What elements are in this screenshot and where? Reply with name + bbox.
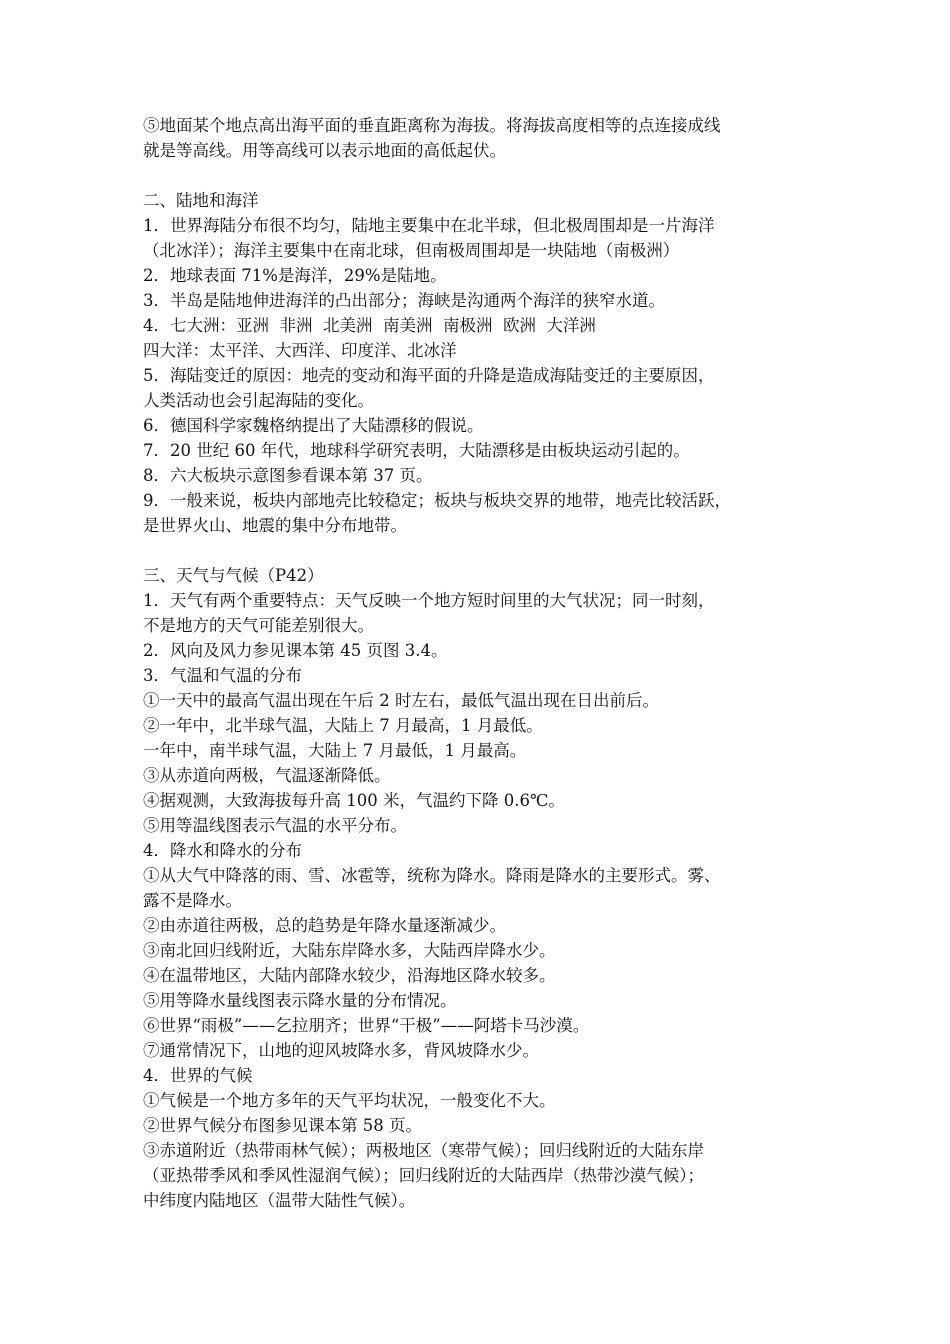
text-line: 一年中，南半球气温，大陆上 7 月最低，1 月最高。: [143, 741, 527, 760]
text-line: （亚热带季风和季风性湿润气候）；回归线附近的大陆西岸（热带沙漠气候）；: [143, 1166, 704, 1185]
text-line: 7．20 世纪 60 年代，地球科学研究表明，大陆漂移是由板块运动引起的。: [143, 441, 690, 460]
text-line: 1．天气有两个重要特点：天气反映一个地方短时间里的大气状况；同一时刻，: [143, 591, 715, 610]
text-line: 就是等高线。用等高线可以表示地面的高低起伏。: [143, 141, 506, 160]
text-line: ④据观测，大致海拔每升高 100 米，气温约下降 0.6℃。: [143, 791, 565, 810]
text-line: 四大洋：太平洋、大西洋、印度洋、北冰洋: [143, 341, 457, 360]
text-line: 4．世界的气候: [143, 1066, 253, 1085]
text-line: 中纬度内陆地区（温带大陆性气候）。: [143, 1191, 416, 1210]
text-line: ③南北回归线附近，大陆东岸降水多，大陆西岸降水少。: [143, 941, 556, 960]
paragraph-gap: [143, 538, 823, 563]
text-line: 5．海陆变迁的原因：地壳的变动和海平面的升降是造成海陆变迁的主要原因，: [143, 366, 715, 385]
text-line: 人类活动也会引起海陆的变化。: [143, 391, 374, 410]
text-line: ④在温带地区，大陆内部降水较少，沿海地区降水较多。: [143, 966, 556, 985]
text-line: ⑤地面某个地点高出海平面的垂直距离称为海拔。将海拔高度相等的点连接成线: [143, 116, 721, 135]
text-line: ③赤道附近（热带雨林气候）；两极地区（寒带气候）；回归线附近的大陆东岸: [143, 1141, 704, 1160]
text-line: （北冰洋）；海洋主要集中在南北球，但南极周围却是一块陆地（南极洲）: [143, 241, 680, 260]
text-line: 露不是降水。: [143, 891, 242, 910]
text-line: ①气候是一个地方多年的天气平均状况，一般变化不大。: [143, 1091, 556, 1110]
text-line: 3．气温和气温的分布: [143, 666, 302, 685]
text-line: 3．半岛是陆地伸进海洋的凸出部分；海峡是沟通两个海洋的狭窄水道。: [143, 291, 665, 310]
text-line: ②一年中，北半球气温，大陆上 7 月最高，1 月最低。: [143, 716, 543, 735]
text-line: ⑤用等降水量线图表示降水量的分布情况。: [143, 991, 457, 1010]
text-line: 9．一般来说，板块内部地壳比较稳定；板块与板块交界的地带，地壳比较活跃，: [143, 491, 731, 510]
text-line: 2．地球表面 71%是海洋，29%是陆地。: [143, 266, 447, 285]
text-line: 2．风向及风力参见课本第 45 页图 3.4。: [143, 641, 448, 660]
text-line: 1．世界海陆分布很不均匀，陆地主要集中在北半球，但北极周围却是一片海洋: [143, 216, 715, 235]
section-heading: 二、陆地和海洋: [143, 191, 259, 210]
text-line: ②世界气候分布图参见课本第 58 页。: [143, 1116, 422, 1135]
text-line: 不是地方的天气可能差别很大。: [143, 616, 374, 635]
text-line: 8．六大板块示意图参看课本第 37 页。: [143, 466, 433, 485]
section-heading: 三、天气与气候（P42）: [143, 566, 324, 585]
text-line: 4．降水和降水的分布: [143, 841, 302, 860]
text-line: 是世界火山、地震的集中分布地带。: [143, 516, 407, 535]
document-body: [143, 113, 823, 1213]
text-line: ⑤用等温线图表示气温的水平分布。: [143, 816, 407, 835]
text-line: 6．德国科学家魏格纳提出了大陆漂移的假说。: [143, 416, 484, 435]
text-line: ②由赤道往两极，总的趋势是年降水量逐渐减少。: [143, 916, 506, 935]
text-line: ①一天中的最高气温出现在午后 2 时左右，最低气温出现在日出前后。: [143, 691, 659, 710]
text-line: ⑦通常情况下，山地的迎风坡降水多，背风坡降水少。: [143, 1041, 539, 1060]
text-line: 4．七大洲：亚洲 非洲 北美洲 南美洲 南极洲 欧洲 大洋洲: [143, 316, 596, 335]
text-line: ①从大气中降落的雨、雪、冰雹等，统称为降水。降雨是降水的主要形式。雾、: [143, 866, 721, 885]
text-line: ⑥世界“雨极”——乞拉朋齐；世界“干极”——阿塔卡马沙漠。: [143, 1016, 590, 1035]
text-line: ③从赤道向两极，气温逐渐降低。: [143, 766, 391, 785]
paragraph-gap: [143, 163, 823, 188]
